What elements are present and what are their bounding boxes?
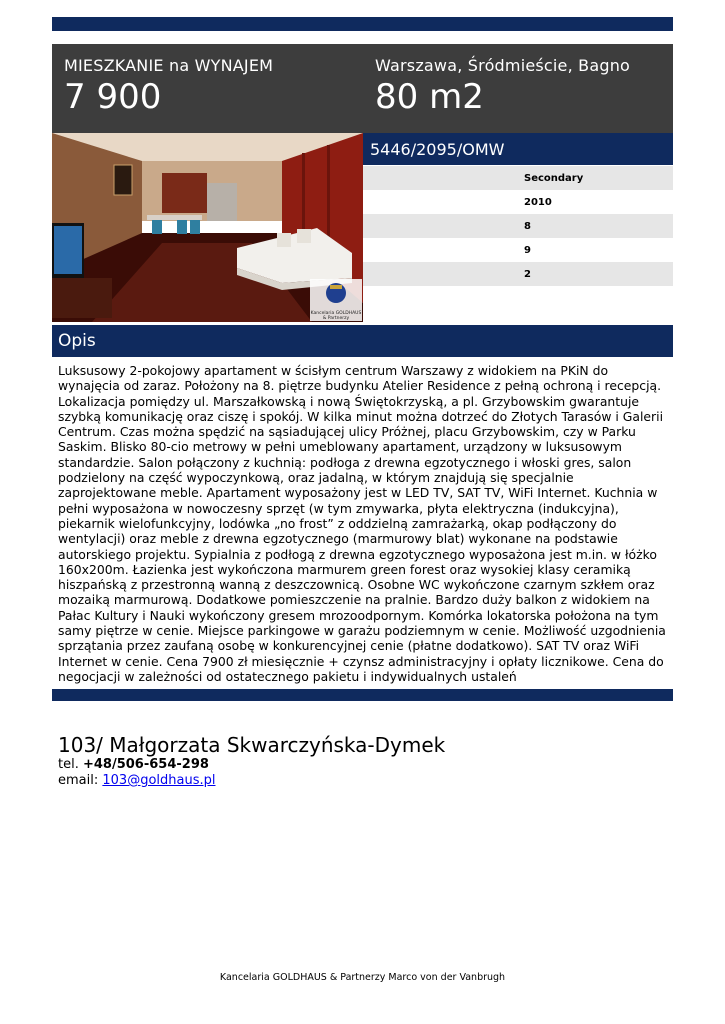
bottom-divider-bar xyxy=(52,689,673,701)
logo-text-line1: Kancelaria GOLDHAUS xyxy=(310,311,362,316)
listing-header xyxy=(52,44,673,133)
detail-row xyxy=(363,262,673,286)
agent-phone-line xyxy=(58,757,445,773)
description-heading-bar xyxy=(52,325,673,357)
phone-label: tel. xyxy=(58,757,83,772)
reference-bar xyxy=(363,133,673,165)
description-text: Luksusowy 2-pokojowy apartament w ścisłym centrum Warszawy z widokiem na PKiN do wynajęcia od zaraz. Położony na 8. piętrze budynku Atelier Residence z pełną ochroną i recepcją. Lokalizacja pomiędzy ul. Marszałkowską i nową Świętokrzyską, a pl. Grzybowskim gwarantuje szybką komunikację oraz ciszę i spokój. W kilka minut można dotrzeć do Złotych Tarasów i Galerii Centrum. Czas można spędzić na sąsiadującej ulicy Próżnej, placu Grzybowskim, czy w Parku Saskim. Blisko 80-cio metrowy w pełni umeblowany apartament, urządzony w luksusowym standardzie. Salon połączony z kuchnią: podłoga z drewna egzotycznego i włoski gres, salon podzielony na część wypoczynkową, oraz jadalną, w którym znajdują się specjalnie zaprojektowane meble. Apartament wyposażony jest w LED TV, SAT TV, WiFi Internet. Kuchnia w pełni wyposażona w nowoczesny sprzęt (w tym zmywarka, płyta elektryczna (indukcyjna), piekarnik wielofunkcyjny, lodówka „no frost” z oddzielną zamrażarką, okap podłączony do wentylacji) oraz meble z drewna egzotycznego (marmurowy blat) wykonane na podstawie autorskiego projektu. Sypialnia z podłogą z drewna egzotycznego wyposażona jest m.in. w łóżko 160x200m. Łazienka jest wykończona marmurem green forest oraz wysokiej klasy ceramiką hiszpańską z przestronną wanną z deszczownicą. Osobne WC wykończone czarnym szkłem oraz mozaiką marmurową. Dodatkowe pomieszczenie na pralnie. Bardzo duży balkon z widokiem na Pałac Kultury i Nauki wykończony gresem mrozoodpornym. Komórka lokatorska położona na tym samy piętrze w cenie. Miejsce parkingowe w garażu podziemnym w cenie. Możliwość uzgodnienia sprzątania przez zaufaną osobę w konkurencyjnej cenie (płatne dodatkowo). SAT TV oraz WiFi Internet w cenie. Cena 7900 zł miesięcznie + czynsz administracyjny i opłaty licznikowe. Cena do negocjacji w zależności od ostatecznego pakietu i indywidualnych ustaleń xyxy=(58,363,666,684)
detail-row xyxy=(363,238,673,262)
apartment-photo xyxy=(52,133,363,322)
listing-type: MIESZKANIE na WYNAJEM xyxy=(64,56,274,75)
agent-email-link[interactable]: 103@goldhaus.pl xyxy=(102,773,216,788)
listing-location: Warszawa, Śródmieście, Bagno xyxy=(375,56,631,75)
detail-value: 2010 xyxy=(524,197,552,208)
detail-value: 8 xyxy=(524,221,531,232)
listing-area: 80 m2 xyxy=(375,77,484,117)
detail-row xyxy=(363,190,673,214)
listing-price: 7 900 xyxy=(64,77,162,117)
footer-text: Kancelaria GOLDHAUS & Partnerzy Marco von der Vanbrugh xyxy=(219,972,506,983)
detail-row xyxy=(363,214,673,238)
email-label: email: xyxy=(58,773,103,788)
detail-value: Secondary xyxy=(524,173,584,184)
agent-contact xyxy=(58,733,445,789)
logo-text-line2: & Partnerzy xyxy=(322,316,350,321)
agent-phone: +48/506-654-298 xyxy=(82,757,209,772)
reference-number: 5446/2095/OMW xyxy=(370,140,505,159)
top-divider-bar xyxy=(52,17,673,31)
detail-value: 9 xyxy=(524,245,531,256)
agent-name: 103/ Małgorzata Skwarczyńska-Dymek xyxy=(58,733,446,757)
detail-row xyxy=(363,166,673,190)
agent-email-line xyxy=(58,773,445,789)
detail-value: 2 xyxy=(524,269,531,280)
description-heading: Opis xyxy=(58,331,96,351)
details-table xyxy=(363,166,673,286)
